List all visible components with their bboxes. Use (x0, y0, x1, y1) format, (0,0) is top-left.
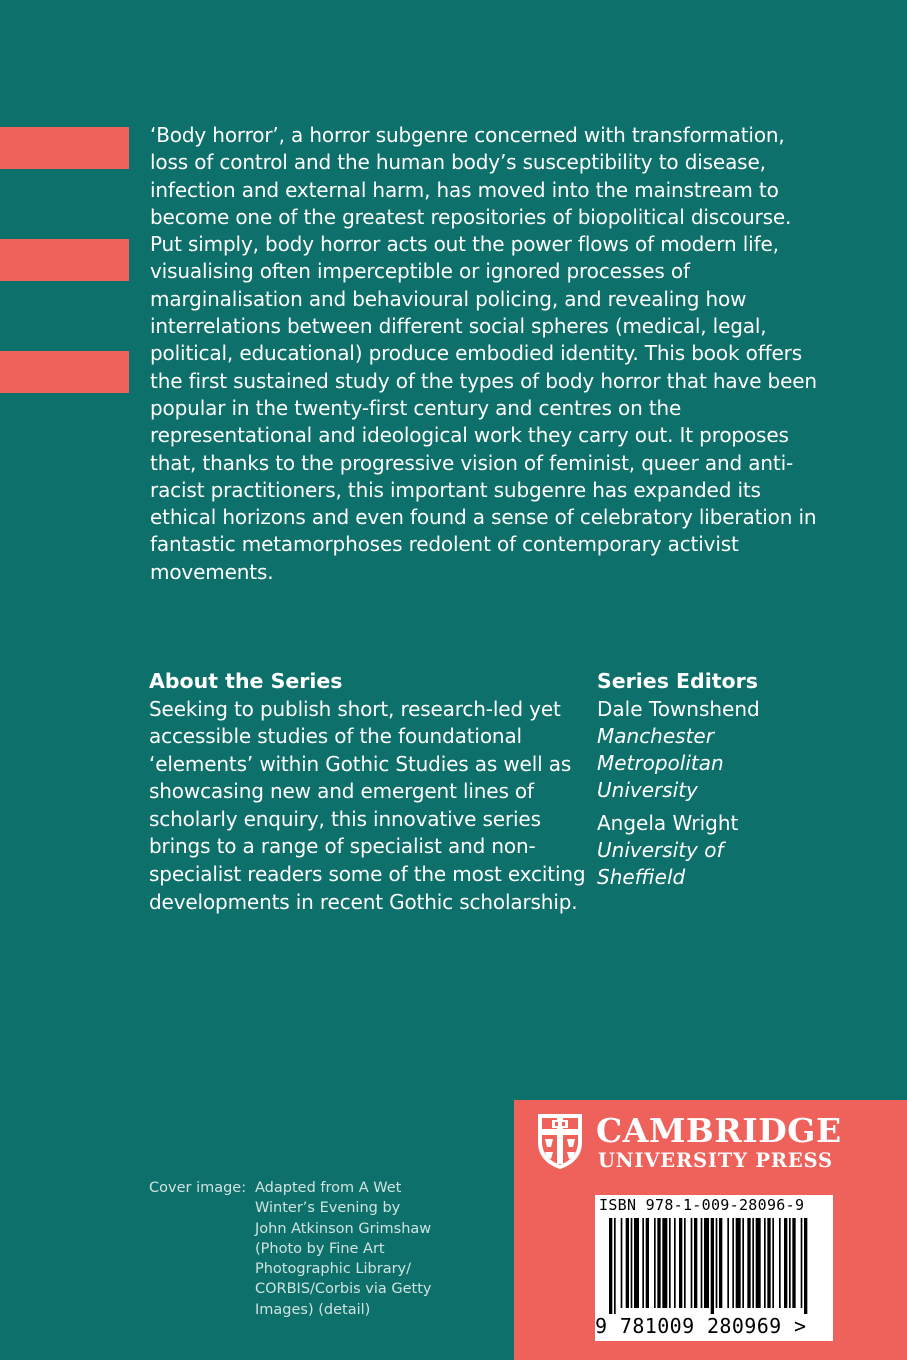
publisher-name: CAMBRIDGE (596, 1111, 842, 1150)
editor-affiliation: Manchester Metropolitan University (597, 723, 724, 802)
about-series-section (149, 668, 589, 916)
series-editors-heading: Series Editors (597, 669, 758, 693)
barcode-icon (609, 1218, 809, 1314)
cover-image-credit (149, 1178, 455, 1320)
book-blurb: ‘Body horror’, a horror subgenre concerned with transformation, loss of control and the human body’s susceptibility to disease, infection and external harm, has moved into the mainstream to become one of the greatest repositories of biopolitical discourse. Put simply, body horror acts out the power flows of modern life, visualising often imperceptible or ignored processes of marginalisation and behavioural policing, and revealing how interrelations between different social spheres (medical, legal, political, educational) produce embodied identity. This book offers the first sustained study of the types of body horror that have been popular in the twenty-first century and centres on the representational and ideological work they carry out. It proposes that, thanks to the progressive vision of feminist, queer and anti-racist practitioners, this important subgenre has expanded its ethical horizons and even found a sense of celebratory liberation in fantastic metamorphoses redolent of contemporary activist movements. (150, 123, 817, 584)
barcode-digits: 9 781009 280969 > (595, 1314, 807, 1338)
barcode-panel (595, 1195, 833, 1341)
editor-entry (597, 696, 847, 804)
series-editors-section (597, 668, 847, 891)
cambridge-crest-icon (536, 1112, 584, 1170)
editor-name: Dale Townshend (597, 696, 760, 721)
about-series-heading: About the Series (149, 669, 343, 693)
publisher-panel (514, 1100, 907, 1360)
about-series-text: Seeking to publish short, research-led yet accessible studies of the foundational ‘elements’ within Gothic Studies as well as showcasing new and emergent lines of scholarly enquiry, this innovative series brings to a range of specialist and non-specialist readers some of the most exciting developments in recent Gothic scholarship. (149, 696, 586, 914)
accent-stripe (0, 351, 129, 393)
cover-credit-label: Cover image: (149, 1180, 247, 1196)
editor-entry (597, 810, 847, 891)
cover-credit-text: Adapted from A Wet Winter’s Evening by John Atkinson Grimshaw (Photo by Fine Art Photographic Library/ CORBIS/Corbis via Getty Images) (detail) (255, 1180, 432, 1318)
editor-name: Angela Wright (597, 810, 739, 835)
editor-affiliation: University of Sheffield (597, 837, 724, 889)
accent-stripe (0, 239, 129, 281)
isbn-label: ISBN 978-1-009-28096-9 (599, 1196, 805, 1214)
publisher-subtitle: UNIVERSITY PRESS (598, 1149, 833, 1172)
accent-stripe (0, 127, 129, 169)
